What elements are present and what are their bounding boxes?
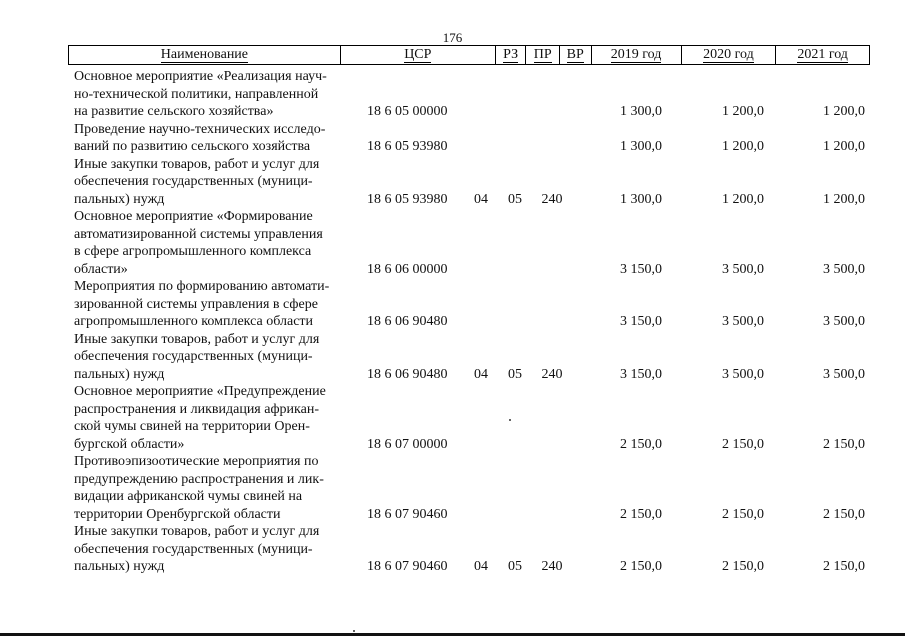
header-csr: ЦСР (341, 46, 496, 64)
row-value-2021: 1 200,0 (823, 139, 865, 154)
row-value-2021: 1 200,0 (823, 191, 865, 207)
row-name-line: области» (74, 261, 128, 277)
row-name-line: пальных) нужд (74, 366, 165, 382)
row-csr: 18 6 07 00000 (367, 436, 448, 452)
row-name-line: в сфере агропромышленного комплекса (74, 244, 312, 259)
row-name (74, 383, 364, 453)
row-name-line: Проведение научно-технических исследо- (74, 121, 326, 137)
row-value-2019: 2 150,0 (620, 559, 662, 574)
row-value-2019: 3 150,0 (620, 314, 662, 329)
row-vr: 240 (541, 366, 563, 382)
row-name-line: агропромышленного комплекса области (74, 314, 314, 329)
row-name (74, 68, 364, 121)
row-name-line: пальных) нужд (74, 559, 165, 574)
table-row (0, 68, 905, 121)
row-name-line: зированной системы управления в сфере (74, 296, 318, 312)
row-name (74, 453, 364, 523)
row-csr: 18 6 05 93980 (367, 191, 448, 207)
row-value-2021: 3 500,0 (823, 261, 865, 277)
row-name-line: Основное мероприятие «Реализация науч- (74, 69, 327, 84)
row-value-2019: 1 300,0 (620, 191, 662, 207)
row-value-2020: 2 150,0 (722, 559, 764, 574)
row-pr: 05 (508, 559, 522, 574)
page-bottom-edge (0, 633, 905, 636)
row-value-2019: 1 300,0 (620, 104, 662, 119)
row-csr: 18 6 06 90480 (367, 366, 448, 382)
table-header (68, 45, 870, 65)
row-name-line: пальных) нужд (74, 191, 165, 207)
row-name-line: Мероприятия по формированию автомати- (74, 279, 330, 294)
table-row (0, 208, 905, 278)
row-name (74, 278, 364, 331)
row-name-line: видации африканской чумы свиней на (74, 489, 303, 504)
header-rz: РЗ (496, 46, 527, 64)
row-value-2021: 1 200,0 (823, 104, 865, 119)
row-value-2020: 3 500,0 (722, 314, 764, 329)
row-name-line: Иные закупки товаров, работ и услуг для (74, 156, 320, 172)
row-name-line: распространения и ликвидация африкан- (74, 401, 319, 417)
row-value-2020: 1 200,0 (722, 139, 764, 154)
row-value-2021: 3 500,0 (823, 366, 865, 382)
header-vr: ВР (560, 46, 592, 64)
row-value-2019: 3 150,0 (620, 261, 662, 277)
row-name (74, 523, 364, 576)
row-name (74, 156, 364, 209)
row-name-line: обеспечения государственных (муници- (74, 174, 313, 189)
row-name-line: Основное мероприятие «Предупреждение (74, 384, 326, 399)
row-name (74, 208, 364, 278)
row-name-line: Основное мероприятие «Формирование (74, 209, 313, 224)
header-2019: 2019 год (592, 46, 682, 64)
row-csr: 18 6 05 93980 (367, 139, 448, 154)
row-rz: 04 (474, 559, 488, 574)
row-name-line: бургской области» (74, 436, 185, 452)
scan-speck (509, 419, 511, 421)
table-row (0, 331, 905, 384)
row-csr: 18 6 06 00000 (367, 261, 448, 277)
header-2021: 2021 год (797, 47, 848, 62)
row-csr: 18 6 06 90480 (367, 314, 448, 329)
row-csr: 18 6 05 00000 (367, 104, 448, 119)
row-csr: 18 6 07 90460 (367, 559, 448, 574)
row-rz: 04 (474, 191, 488, 207)
row-value-2021: 2 150,0 (823, 436, 865, 452)
row-value-2020: 3 500,0 (722, 261, 764, 277)
header-2020: 2020 год (682, 46, 777, 64)
row-name-line: обеспечения государственных (муници- (74, 541, 313, 557)
row-name-line: обеспечения государственных (муници- (74, 349, 313, 364)
row-value-2021: 2 150,0 (823, 506, 865, 522)
header-name: Наименование (69, 46, 341, 64)
row-name-line: территории Оренбургской области (74, 506, 281, 522)
row-name-line: на развитие сельского хозяйства» (74, 104, 274, 119)
scan-speck (353, 630, 355, 632)
row-value-2019: 1 300,0 (620, 139, 662, 154)
table-body (0, 68, 905, 576)
row-value-2021: 2 150,0 (823, 559, 865, 574)
row-value-2020: 1 200,0 (722, 191, 764, 207)
table-row (0, 523, 905, 576)
row-pr: 05 (508, 366, 522, 382)
row-value-2020: 1 200,0 (722, 104, 764, 119)
row-csr: 18 6 07 90460 (367, 506, 448, 522)
row-value-2021: 3 500,0 (823, 314, 865, 329)
row-name-line: ской чумы свиней на территории Орен- (74, 419, 310, 434)
row-value-2020: 2 150,0 (722, 436, 764, 452)
row-name-line: Иные закупки товаров, работ и услуг для (74, 524, 320, 539)
table-row (0, 156, 905, 209)
row-value-2019: 2 150,0 (620, 436, 662, 452)
row-value-2020: 3 500,0 (722, 366, 764, 382)
row-rz: 04 (474, 366, 488, 382)
row-value-2019: 2 150,0 (620, 506, 662, 522)
row-value-2019: 3 150,0 (620, 366, 662, 382)
table-row (0, 383, 905, 453)
row-name-line: но-технической политики, направленной (74, 86, 319, 102)
table-row (0, 453, 905, 523)
row-pr: 05 (508, 191, 522, 207)
row-name-line: ваний по развитию сельского хозяйства (74, 139, 311, 154)
row-value-2020: 2 150,0 (722, 506, 764, 522)
row-vr: 240 (541, 191, 563, 207)
page-number: 176 (442, 30, 463, 45)
header-pr: ПР (526, 46, 559, 64)
row-name (74, 331, 364, 384)
table-row (0, 121, 905, 156)
table-row (0, 278, 905, 331)
row-name-line: автоматизированной системы управления (74, 226, 323, 242)
row-name-line: Противоэпизоотические мероприятия по (74, 454, 319, 469)
row-name (74, 121, 364, 156)
row-vr: 240 (541, 559, 563, 574)
row-name-line: предупреждению распространения и лик- (74, 471, 324, 487)
row-name-line: Иные закупки товаров, работ и услуг для (74, 331, 320, 347)
